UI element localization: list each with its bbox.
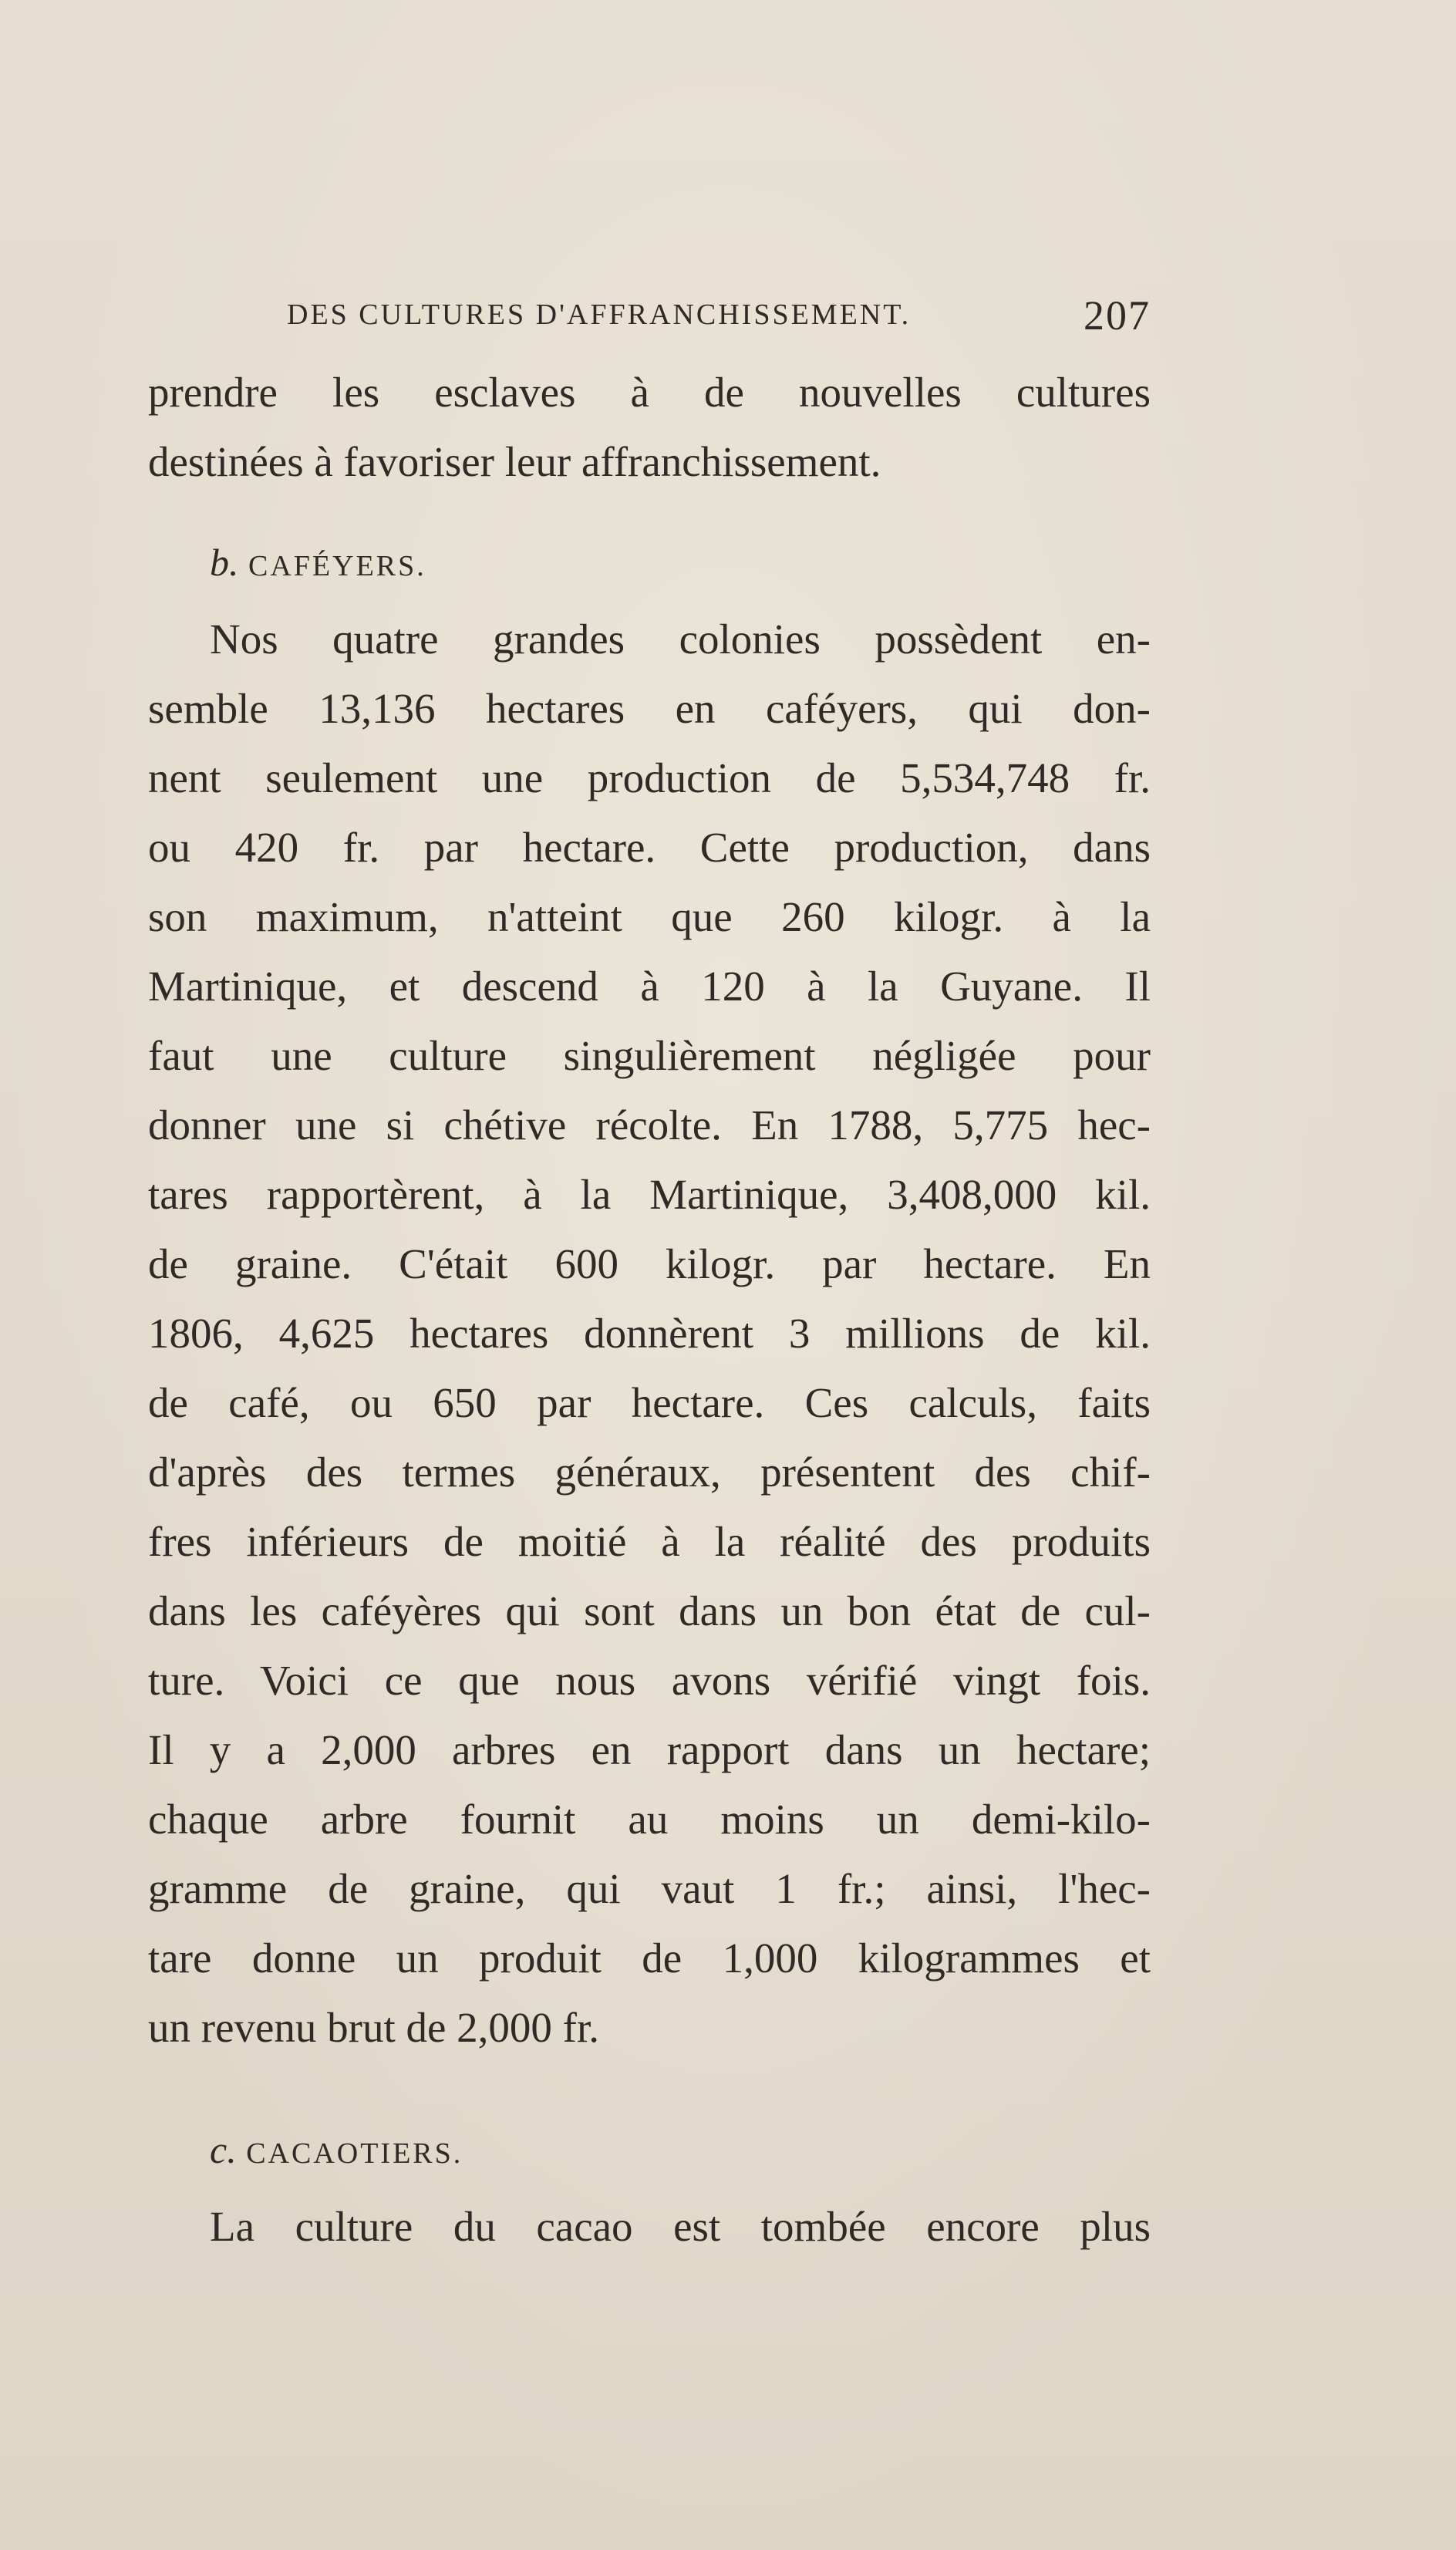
text-line: Il y a 2,000 arbres en rapport dans un hectare; xyxy=(148,1726,1151,1773)
text-line: Nos quatre grandes colonies possèdent en- xyxy=(210,616,1151,663)
text-line: ture. Voici ce que nous avons vérifié vingt fois. xyxy=(148,1657,1151,1704)
text-line: nent seulement une production de 5,534,748 fr. xyxy=(148,754,1151,801)
section-letter: b. xyxy=(210,541,239,584)
running-head-title: DES CULTURES D'AFFRANCHISSEMENT. xyxy=(287,299,912,331)
text-line: chaque arbre fournit au moins un demi-kilo- xyxy=(148,1796,1151,1843)
text-line: 1806, 4,625 hectares donnèrent 3 millions de kil. xyxy=(148,1310,1151,1357)
page-number: 207 xyxy=(1084,292,1151,339)
text-line: gramme de graine, qui vaut 1 fr.; ainsi, l'hec- xyxy=(148,1865,1151,1912)
text-line: son maximum, n'atteint que 260 kilogr. à la xyxy=(148,893,1151,940)
text-block xyxy=(148,358,1151,2262)
text-line: ou 420 fr. par hectare. Cette production, dans xyxy=(148,824,1151,871)
text-line: Martinique, et descend à 120 à la Guyane. Il xyxy=(148,963,1151,1010)
text-line: La culture du cacao est tombée encore plus xyxy=(210,2203,1151,2250)
section-title: CACAOTIERS. xyxy=(246,2137,463,2170)
text-line: fres inférieurs de moitié à la réalité des produits xyxy=(148,1518,1151,1565)
section-letter: c. xyxy=(210,2128,237,2171)
text-line: dans les caféyères qui sont dans un bon état de cul- xyxy=(148,1587,1151,1634)
text-line: de café, ou 650 par hectare. Ces calculs, faits xyxy=(148,1379,1151,1426)
section-heading-b xyxy=(148,520,1151,605)
running-head xyxy=(287,292,1151,344)
text-line: d'après des termes généraux, présentent des chif- xyxy=(148,1449,1151,1496)
text-line: donner une si chétive récolte. En 1788, 5,775 hec- xyxy=(148,1101,1151,1149)
section-title: CAFÉYERS. xyxy=(248,550,426,582)
text-line: semble 13,136 hectares en caféyers, qui don- xyxy=(148,685,1151,732)
text-line: tare donne un produit de 1,000 kilogrammes et xyxy=(148,1934,1151,1982)
text-line: prendre les esclaves à de nouvelles cultures xyxy=(148,369,1151,416)
text-line: destinées à favoriser leur affranchissement. xyxy=(148,438,881,485)
text-line: tares rapportèrent, à la Martinique, 3,408,000 kil. xyxy=(148,1171,1151,1218)
text-line: faut une culture singulièrement négligée pour xyxy=(148,1032,1151,1079)
text-line: un revenu brut de 2,000 fr. xyxy=(148,2004,599,2051)
text-line: de graine. C'était 600 kilogr. par hectare. En xyxy=(148,1240,1151,1287)
section-heading-c xyxy=(148,2107,1151,2192)
spacer xyxy=(148,497,1151,520)
spacer xyxy=(148,2063,1151,2107)
